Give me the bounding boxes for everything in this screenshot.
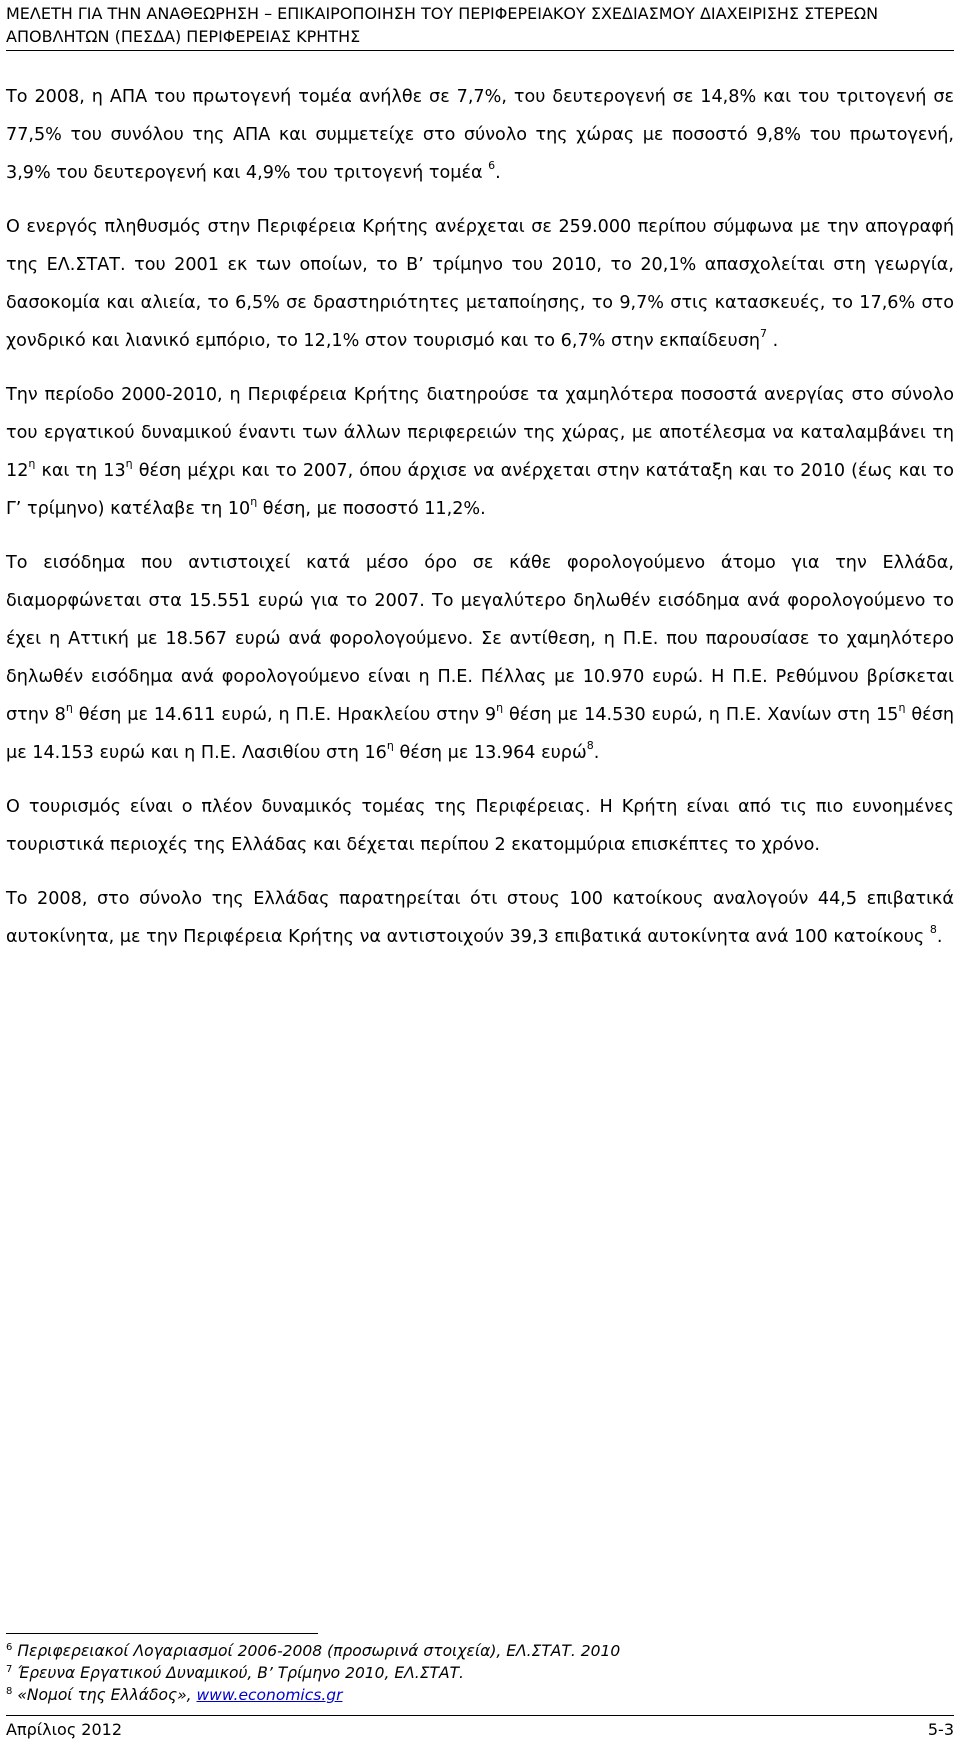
- paragraph-income: [6, 544, 954, 772]
- ordinal-suffix: η: [250, 495, 258, 508]
- paragraph-text: Το εισόδημα που αντιστοιχεί κατά μέσο όρο σε κάθε φορολογούμενο άτομο για την Ελλάδα, διαμορφώνεται στα 15.551 ευρώ για το 2007. Το μεγαλύτερο δηλωθέν εισόδημα ανά φορολογούμενο το έχει η Αττική με 18.567 ευρώ ανά φορολογούμενο. Σε αντίθεση, η Π.Ε. που παρουσίασε το χαμηλότερο δηλωθέν εισόδημα ανά φορολογούμενο είναι η Π.Ε. Πέλλας με 10.970 ευρώ. Η Π.Ε. Ρεθύμνου βρίσκεται στην 8: [6, 553, 954, 725]
- footnote-6: [6, 1640, 954, 1662]
- paragraph-text: θέση με 13.964 ευρώ: [393, 743, 587, 763]
- footer-divider: [6, 1715, 954, 1716]
- paragraph-tail: .: [936, 927, 943, 947]
- economics-link[interactable]: www.economics.gr: [196, 1686, 343, 1704]
- ordinal-suffix: η: [28, 457, 36, 470]
- document-body: [6, 78, 954, 972]
- paragraph-text: θέση, με ποσοστό 11,2%.: [257, 499, 486, 519]
- paragraph-text: θέση μέχρι και το 2007, όπου άρχισε να ανέρχεται στην κατάταξη και το 2010 (έως και το Γ’ τρίμηνο) κατέλαβε τη 10: [6, 461, 954, 519]
- paragraph-text: Την περίοδο 2000-2010, η Περιφέρεια Κρήτης διατηρούσε τα χαμηλότερα ποσοστά ανεργίας στο σύνολο του εργατικού δυναμικού έναντι των άλλων περιφερειών της χώρας, με αποτέλεσμα να καταλαμβάνει τη 12: [6, 385, 954, 481]
- paragraph-tail: .: [495, 163, 501, 183]
- footnote-number: 6: [6, 1642, 13, 1653]
- footnote-ref: 7: [760, 327, 768, 340]
- page-footer: [6, 1719, 954, 1741]
- footnote-ref: 6: [488, 159, 496, 172]
- footnote-number: 7: [6, 1664, 13, 1675]
- footnote-text: Έρευνα Εργατικού Δυναμικού, Β’ Τρίμηνο 2010, ΕΛ.ΣΤΑΤ.: [17, 1664, 464, 1682]
- paragraph-employment: [6, 208, 954, 360]
- header-divider: [6, 50, 954, 51]
- paragraph-text: θέση με 14.530 ευρώ, η Π.Ε. Χανίων στη 15: [503, 705, 899, 725]
- paragraph-text: Το 2008, στο σύνολο της Ελλάδας παρατηρείται ότι στους 100 κατοίκους αναλογούν 44,5 επιβατικά αυτοκίνητα, με την Περιφέρεια Κρήτης να αντιστοιχούν 39,3 επιβατικά αυτοκίνητα ανά 100 κατοίκους: [6, 889, 954, 947]
- paragraph-gva: [6, 78, 954, 192]
- paragraph-text: θέση με 14.611 ευρώ, η Π.Ε. Ηρακλείου στην 9: [72, 705, 497, 725]
- footnote-text: «Νομοί της Ελλάδος»,: [17, 1686, 197, 1704]
- paragraph-unemployment: [6, 376, 954, 528]
- footnote-number: 8: [6, 1686, 13, 1697]
- paragraph-tail: .: [767, 331, 779, 351]
- paragraph-text: Ο τουρισμός είναι ο πλέον δυναμικός τομέας της Περιφέρειας. Η Κρήτη είναι από τις πιο ευνοημένες τουριστικά περιοχές της Ελλάδας και δέχεται περίπου 2 εκατομμύρια επισκέπτες το χρόνο.: [6, 797, 954, 855]
- paragraph-vehicles: [6, 880, 954, 956]
- page-header: ΜΕΛΕΤΗ ΓΙΑ ΤΗΝ ΑΝΑΘΕΩΡΗΣΗ – ΕΠΙΚΑΙΡΟΠΟΙΗΣΗ ΤΟΥ ΠΕΡΙΦΕΡΕΙΑΚΟΥ ΣΧΕΔΙΑΣΜΟΥ ΔΙΑΧΕΙΡΙΣΗΣ ΣΤΕΡΕΩΝ ΑΠΟΒΛΗΤΩΝ (ΠΕΣΔΑ) ΠΕΡΙΦΕΡΕΙΑΣ ΚΡΗΤΗΣ: [6, 4, 879, 46]
- paragraph-text: θέση με 14.153 ευρώ και η Π.Ε. Λασιθίου στη 16: [6, 705, 954, 763]
- ordinal-suffix: η: [898, 701, 906, 714]
- paragraph-text: και τη 13: [35, 461, 126, 481]
- footer-date: Απρίλιος 2012: [6, 1720, 123, 1739]
- footnote-text: Περιφερειακοί Λογαριασμοί 2006-2008 (προσωρινά στοιχεία), ΕΛ.ΣΤΑΤ. 2010: [17, 1642, 621, 1660]
- footnote-ref: 8: [929, 923, 937, 936]
- ordinal-suffix: η: [496, 701, 504, 714]
- ordinal-suffix: η: [65, 701, 73, 714]
- page-number: 5-3: [927, 1720, 954, 1739]
- footnote-ref: 8: [586, 739, 594, 752]
- paragraph-text: Το 2008, η ΑΠΑ του πρωτογενή τομέα ανήλθε σε 7,7%, του δευτερογενή σε 14,8% και του τριτογενή σε 77,5% του συνόλου της ΑΠΑ και συμμετείχε στο σύνολο της χώρας με ποσοστό 9,8% του πρωτογενή, 3,9% του δευτερογενή και 4,9% του τριτογενή τομέα: [6, 87, 954, 183]
- footnote-divider: [6, 1633, 318, 1634]
- footnotes: [6, 1640, 954, 1706]
- ordinal-suffix: η: [386, 739, 394, 752]
- footnote-7: [6, 1662, 954, 1684]
- footnote-8: [6, 1684, 954, 1706]
- paragraph-text: Ο ενεργός πληθυσμός στην Περιφέρεια Κρήτης ανέρχεται σε 259.000 περίπου σύμφωνα με την απογραφή της ΕΛ.ΣΤΑΤ. του 2001 εκ των οποίων, το Β’ τρίμηνο του 2010, το 20,1% απασχολείται στη γεωργία, δασοκομία και αλιεία, το 6,5% σε δραστηριότητες μεταποίησης, το 9,7% στις κατασκευές, το 17,6% στο χονδρικό και λιανικό εμπόριο, το 12,1% στον τουρισμό και το 6,7% στην εκπαίδευση: [6, 217, 954, 351]
- paragraph-tail: .: [593, 743, 600, 763]
- ordinal-suffix: η: [125, 457, 133, 470]
- paragraph-tourism: [6, 788, 954, 864]
